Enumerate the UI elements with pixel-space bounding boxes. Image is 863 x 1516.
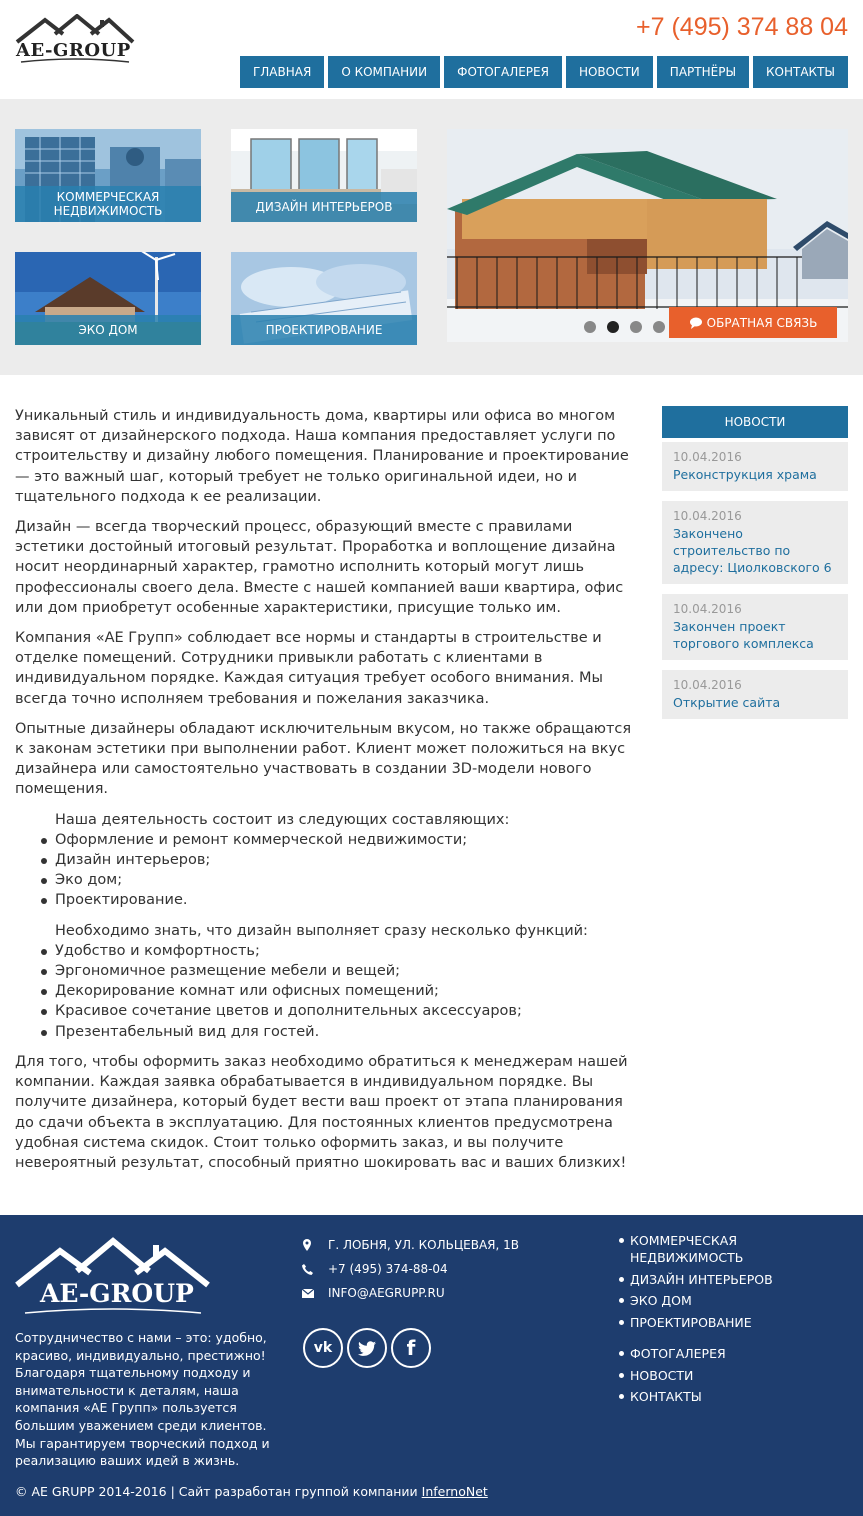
tile-eco-label: ЭКО ДОМ: [15, 315, 201, 345]
news-sidebar: [662, 406, 848, 719]
content-paragraph: Опытные дизайнеры обладают исключительным вкусом, но также обращаются к законам эстетики при выполнении работ. Клиент может положиться на вкус дизайнера или самостоятельно участвовать в создании 3D-модели нового помещения.: [15, 720, 632, 798]
slider-dot-2[interactable]: [607, 321, 619, 333]
footer-link[interactable]: ПРОЕКТИРОВАНИЕ: [618, 1314, 848, 1331]
feedback-label: ОБРАТНАЯ СВЯЗЬ: [706, 315, 818, 330]
list-item: Проектирование.: [15, 890, 632, 910]
vk-icon[interactable]: vk: [303, 1328, 343, 1368]
tile-interior-label: ДИЗАЙН ИНТЕРЬЕРОВ: [231, 192, 417, 222]
news-link[interactable]: Открытие сайта: [673, 695, 781, 710]
footer-link[interactable]: НОВОСТИ: [618, 1367, 848, 1384]
list-intro: Наша деятельность состоит из следующих составляющих:: [55, 811, 510, 828]
map-pin-icon: [302, 1239, 312, 1251]
news-header: НОВОСТИ: [662, 406, 848, 438]
site-header: [0, 0, 863, 99]
content-paragraph: Дизайн — всегда творческий процесс, образующий вместе с правилами эстетики достойный итоговый результат. Проработка и воплощение дизайна носит неординарный характер, грамотно исполнить который могут лишь профессионалы своего дела. Вместе с нашей компанией ваши квартира, офис или дом приобретут особенные характеристики, присущие только им.: [15, 519, 624, 616]
activities-list: [15, 830, 632, 911]
footer-link[interactable]: ДИЗАЙН ИНТЕРЬЕРОВ: [618, 1271, 848, 1288]
footer-logo-text: AE-GROUP: [40, 1279, 194, 1308]
address-text: Г. ЛОБНЯ, УЛ. КОЛЬЦЕВАЯ, 1В: [328, 1238, 519, 1252]
list-item: Декорирование комнат или офисных помещений;: [15, 981, 632, 1001]
news-link[interactable]: Закончен проект торгового комплекса: [673, 619, 814, 651]
footer-address: [302, 1233, 519, 1257]
header-phone[interactable]: +7 (495) 374 88 04: [636, 13, 848, 41]
site-footer: [0, 1215, 863, 1516]
nav-gallery[interactable]: ФОТОГАЛЕРЕЯ: [444, 56, 562, 88]
footer-link[interactable]: ЭКО ДОМ: [618, 1292, 848, 1309]
list-item: Презентабельный вид для гостей.: [15, 1022, 632, 1042]
envelope-icon: [302, 1289, 314, 1298]
news-item[interactable]: [662, 501, 848, 584]
list-item: Красивое сочетание цветов и дополнительных аксессуаров;: [15, 1001, 632, 1021]
tile-design[interactable]: [231, 252, 417, 345]
footer-phone[interactable]: [302, 1257, 519, 1281]
logo-text: AE-GROUP: [16, 40, 131, 61]
slider-dot-3[interactable]: [630, 321, 642, 333]
copyright: [15, 1484, 488, 1499]
news-date: 10.04.2016: [673, 602, 742, 616]
twitter-icon[interactable]: [347, 1328, 387, 1368]
slider-dot-4[interactable]: [653, 321, 665, 333]
nav-partners[interactable]: ПАРТНЁРЫ: [657, 56, 749, 88]
nav-home[interactable]: ГЛАВНАЯ: [240, 56, 324, 88]
content-paragraph: Для того, чтобы оформить заказ необходимо обратиться к менеджерам нашей компании. Каждая заявка обрабатывается в индивидуальном порядке. Вы получите дизайнера, который будет вести ваш проект от этапа планирования до сдачи объекта в эксплуатацию. Для постоянных клиентов предусмотрена удобная система скидок. Стоит только оформить заказ, и вы получите невероятный результат, способный приятно шокировать вас и ваших близких!: [15, 1053, 628, 1171]
news-date: 10.04.2016: [673, 509, 742, 523]
list-item: Удобство и комфортность;: [15, 941, 632, 961]
nav-contacts[interactable]: КОНТАКТЫ: [753, 56, 848, 88]
copyright-text: © AE GRUPP 2014-2016 | Сайт разработан группой компании: [15, 1484, 422, 1499]
footer-email[interactable]: [302, 1281, 519, 1305]
tile-interior[interactable]: [231, 129, 417, 222]
list-item: Оформление и ремонт коммерческой недвижимости;: [15, 830, 632, 850]
list-item: Дизайн интерьеров;: [15, 850, 632, 870]
email-text: INFO@AEGRUPP.RU: [328, 1286, 445, 1300]
main-nav: [240, 56, 848, 88]
functions-list: [15, 941, 632, 1042]
tile-design-label: ПРОЕКТИРОВАНИЕ: [231, 315, 417, 345]
phone-icon: [302, 1264, 313, 1275]
nav-about[interactable]: О КОМПАНИИ: [328, 56, 440, 88]
chat-bubble-icon: [689, 317, 703, 329]
footer-link[interactable]: КОММЕРЧЕСКАЯ НЕДВИЖИМОСТЬ: [618, 1232, 848, 1266]
news-date: 10.04.2016: [673, 450, 742, 464]
news-date: 10.04.2016: [673, 678, 742, 692]
tile-eco[interactable]: [15, 252, 201, 345]
tile-commercial[interactable]: [15, 129, 201, 222]
news-link[interactable]: Реконструкция храма: [673, 467, 817, 482]
facebook-icon[interactable]: f: [391, 1328, 431, 1368]
list-item: Эко дом;: [15, 870, 632, 890]
footer-link[interactable]: ФОТОГАЛЕРЕЯ: [618, 1345, 848, 1362]
news-item[interactable]: [662, 442, 848, 491]
footer-contacts: [302, 1233, 519, 1305]
news-item[interactable]: [662, 594, 848, 660]
social-links: [303, 1328, 431, 1368]
list-item: Эргономичное размещение мебели и вещей;: [15, 961, 632, 981]
footer-about: Сотрудничество с нами – это: удобно, красиво, индивидуально, престижно! Благодаря тщательному подходу и внимательности к деталям, наша компания «АЕ Групп» пользуется большим уважением среди клиентов. Мы гарантируем творческий подход и реализацию ваших идей в жизнь.: [15, 1330, 270, 1469]
news-item[interactable]: [662, 670, 848, 719]
developer-link[interactable]: InfernoNet: [421, 1484, 488, 1499]
content-paragraph: Компания «АЕ Групп» соблюдает все нормы и стандарты в строительстве и отделке помещений. Сотрудники привыкли работать с клиентами в индивидуальном порядке. Каждая ситуация требует особого внимания. Мы всегда точно исполняем требования и пожелания заказчика.: [15, 630, 603, 707]
feedback-button[interactable]: [669, 307, 837, 338]
footer-links: [618, 1232, 848, 1410]
nav-news[interactable]: НОВОСТИ: [566, 56, 653, 88]
footer-link[interactable]: КОНТАКТЫ: [618, 1388, 848, 1405]
phone-text: +7 (495) 374-88-04: [328, 1262, 448, 1276]
news-link[interactable]: Закончено строительство по адресу: Циолковского 6: [673, 526, 832, 575]
content-paragraph: Уникальный стиль и индивидуальность дома, квартиры или офиса во многом зависят от дизайнерского подхода. Наша компания предоставляет услуги по строительству и дизайну любого помещения. Планирование и проектирование — это важный шаг, который требует не только оригинальной идеи, но и тщательного подхода к ее реализации.: [15, 408, 629, 505]
tile-commercial-label: КОММЕРЧЕСКАЯ НЕДВИЖИМОСТЬ: [15, 186, 201, 222]
slider-dot-1[interactable]: [584, 321, 596, 333]
list-intro: Необходимо знать, что дизайн выполняет сразу несколько функций:: [55, 922, 588, 939]
main-content: [15, 406, 632, 1183]
